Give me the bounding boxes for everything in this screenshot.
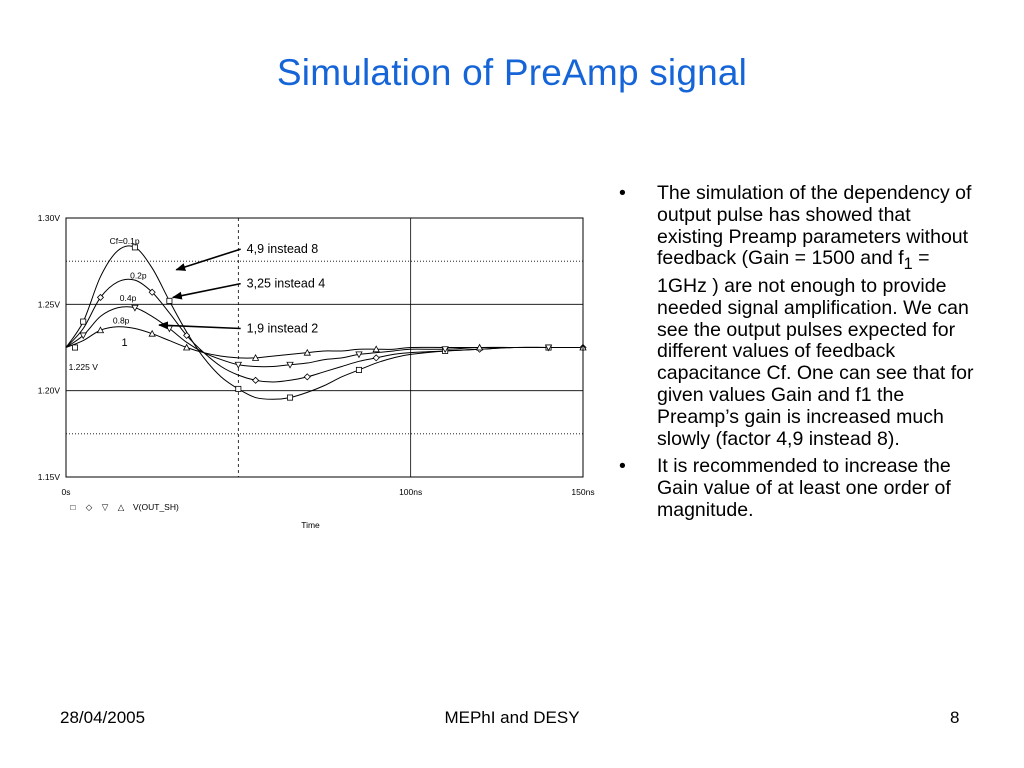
preamp-signal-chart (0, 0, 600, 560)
curve-annotation: 0.2p (130, 270, 147, 281)
curve-annotation: 0.8p (112, 315, 130, 326)
y-tick-label: 1.20V (37, 385, 60, 396)
axis-layer (38, 213, 595, 530)
series-marker-2 (253, 377, 259, 383)
bullet-item-1 (615, 183, 975, 450)
x-axis-label: Time (301, 520, 320, 530)
footer-page-number: 8 (950, 708, 960, 727)
footer-organization: MEPhI and DESY (444, 708, 580, 727)
x-tick-label: 150ns (571, 487, 595, 497)
x-tick-label: 100ns (399, 487, 423, 497)
bullet-text-continued: = 1GHz ) are not enough to provide needed signal amplification. We can see the output pulses expected for different values of feedback capacitance Cf. One can see that for given values Gain and f1 the Preamp’s gain is increased much slowly (factor 4,9 instead 8). (657, 247, 974, 450)
series-line-1 (66, 246, 583, 399)
series-line-4 (66, 327, 583, 358)
series-marker-1 (356, 367, 361, 372)
annotation-arrow (176, 249, 240, 270)
series-marker-2 (304, 374, 310, 380)
bullet-list (615, 183, 975, 528)
series-marker-2 (373, 355, 379, 361)
start-marker (72, 345, 77, 350)
series-marker-1 (287, 395, 292, 400)
curve-annotation: 1 (121, 336, 128, 349)
arrow-label: 4,9 instead 8 (246, 242, 319, 257)
series-line-3 (66, 307, 583, 367)
x-tick-label: 0s (61, 487, 71, 497)
curve-annotation: Cf=0.1p (109, 235, 140, 246)
legend-symbol: △ (117, 502, 125, 512)
slide-title: Simulation of PreAmp signal (276, 52, 748, 93)
annotation-arrow (173, 284, 241, 298)
curve-annotation: 1.225 V (68, 361, 98, 372)
legend-symbol: ◇ (85, 502, 93, 512)
series-layer (66, 246, 583, 399)
annotation-layer (69, 236, 326, 372)
bullet-dot: • (619, 455, 626, 478)
arrow-label: 1,9 instead 2 (246, 321, 319, 336)
bullet-text: The simulation of the dependency of output pulse has showed that existing Preamp parameters without feedback (Gain = 1500 and f (657, 182, 972, 270)
y-tick-label: 1.25V (37, 299, 60, 310)
series-marker-1 (81, 319, 86, 324)
legend-symbol: ▽ (101, 502, 109, 512)
series-marker-1 (236, 386, 241, 391)
legend-symbol: □ (70, 502, 76, 512)
arrow-label: 3,25 instead 4 (246, 276, 326, 291)
curve-annotation: 0.4p (119, 292, 137, 303)
y-tick-label: 1.30V (37, 213, 60, 223)
footer-date: 28/04/2005 (60, 708, 146, 727)
series-marker-1 (167, 298, 172, 303)
y-tick-label: 1.15V (37, 472, 60, 482)
marker-layer (72, 245, 586, 400)
legend-layer (70, 502, 179, 512)
bullet-item-2 (615, 456, 975, 521)
bullet-subscript: 1 (903, 255, 913, 274)
bullet-text: It is recommended to increase the Gain value of at least one order of magnitude. (657, 455, 951, 522)
bullet-dot: • (619, 182, 626, 204)
legend-label: V(OUT_SH) (133, 502, 179, 512)
